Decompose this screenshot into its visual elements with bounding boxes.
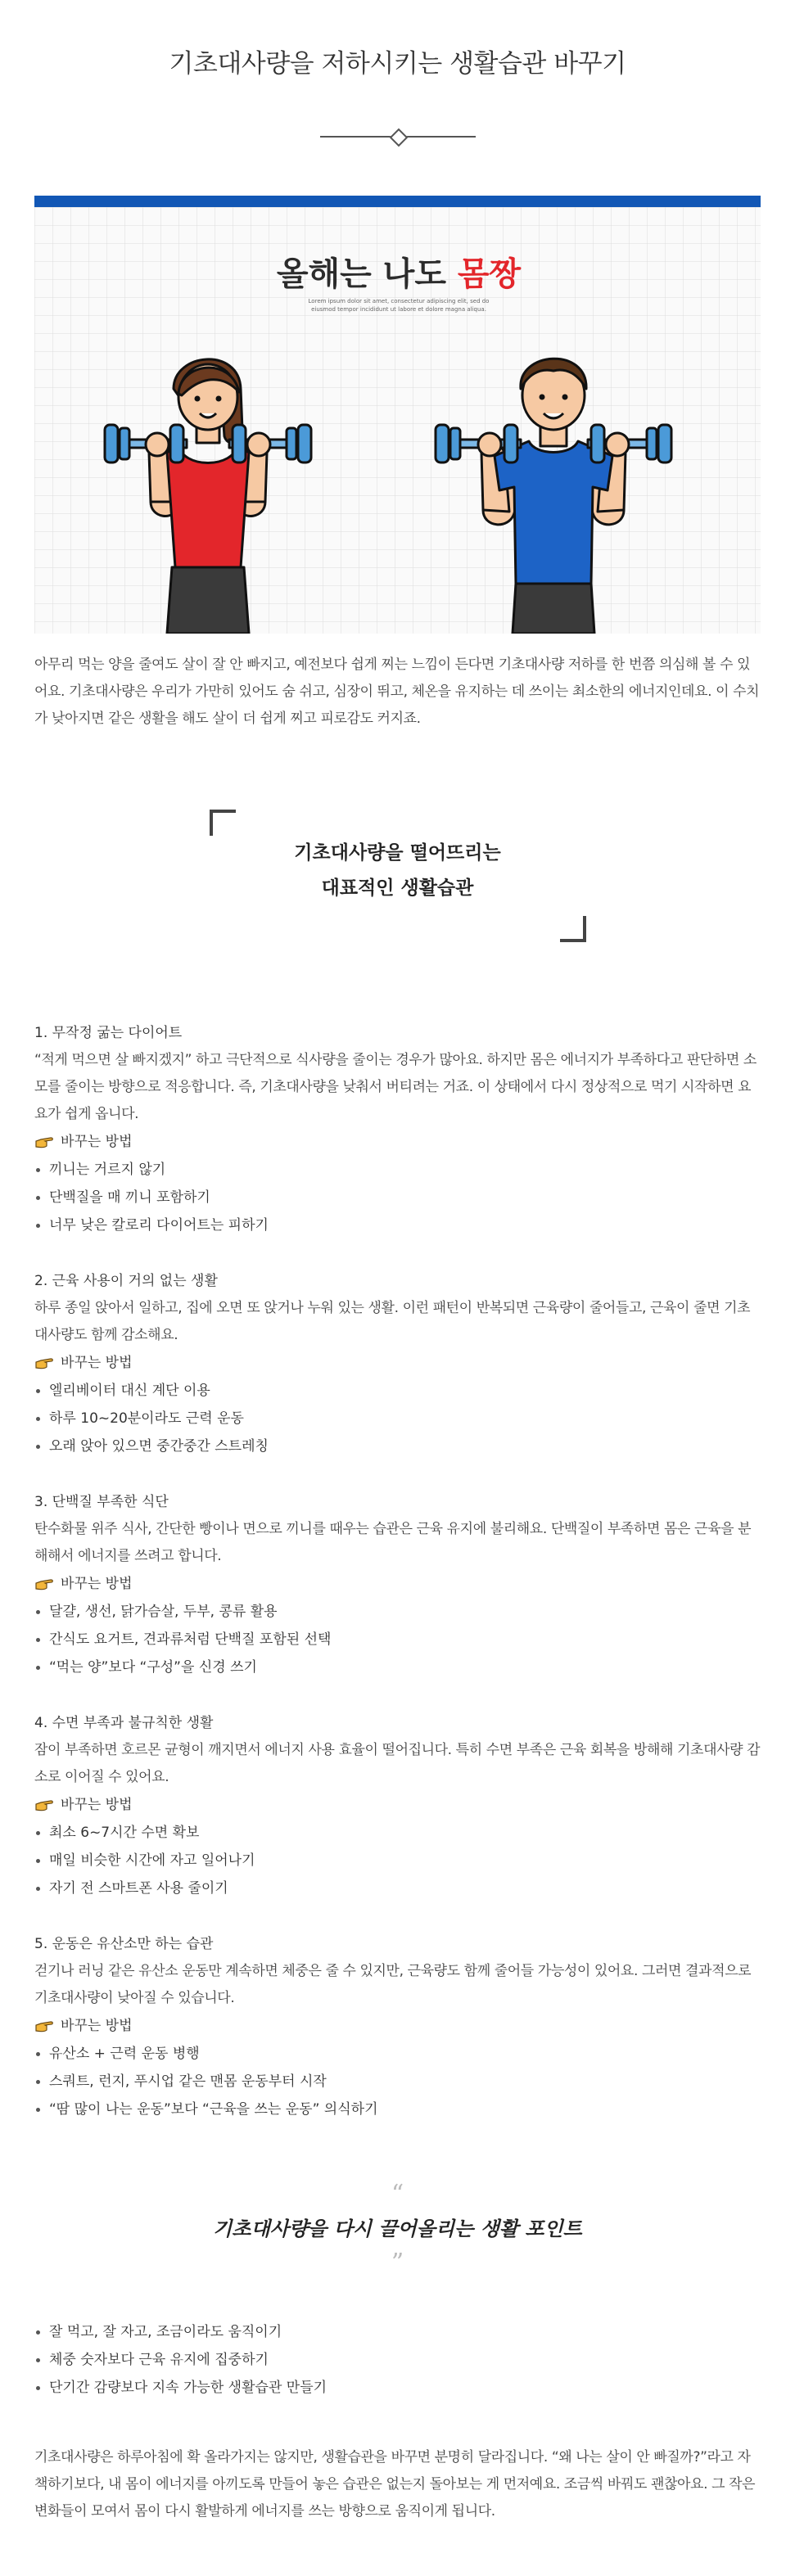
point-title: 기초대사량을 다시 끌어올리는 생활 포인트 [213,2217,582,2240]
tip-list [34,1819,761,1902]
tip-heading [34,1570,761,1598]
list-item: 달걀, 생선, 닭가슴살, 두부, 콩류 활용 [34,1598,761,1626]
bullet-icon [36,2358,40,2362]
list-item: 간식도 요거트, 견과류처럼 단백질 포함된 선택 [34,1626,761,1653]
tip-list [34,2040,761,2123]
bullet-icon [36,1445,40,1449]
tip-list [34,1377,761,1460]
intro-paragraph: 아무리 먹는 양을 줄여도 살이 잘 안 빠지고, 예전보다 쉽게 찌는 느낌이 든다면 기초대사량 저하를 한 번쯤 의심해 볼 수 있어요. 기초대사량은 우리가 가만히 있어도 숨 쉬고, 심장이 뛰고, 체온을 유지하는 데 쓰이는 최소한의 에너지인데요. 이 수치가 낮아지면 같은 생활을 해도 살이 더 쉽게 찌고 피로감도 커지죠. [34,656,760,727]
tip-heading [34,1349,761,1377]
pointing-hand-icon [34,1798,54,1811]
closing-paragraph: 기초대사량은 하루아침에 확 올라가지는 않지만, 생활습관을 바꾸면 분명히 달라집니다. “왜 나는 살이 안 빠질까?”라고 자책하기보다, 내 몸이 에너지를 아끼도록 만들어 놓은 습관은 없는지 돌아보는 게 먼저예요. 조금씩 바꿔도 괜찮아요. 그 작은 변화들이 모여서 몸이 다시 활발하게 에너지를 쓰는 방향으로 움직이게 됩니다. [34,2449,756,2520]
corner-bracket-top-left-icon [210,810,236,836]
list-item: 체중 숫자보다 근육 유지에 집중하기 [34,2346,761,2374]
tip-label: 바꾸는 방법 [61,1797,133,1813]
banner-top-bar [34,196,761,207]
section-title: 5. 운동은 유산소만 하는 습관 [34,1936,214,1952]
open-quote-icon: “ [391,2180,404,2208]
bullet-icon [36,1638,40,1642]
tip-heading [34,2012,761,2040]
tip-label: 바꾸는 방법 [61,2018,133,2034]
heading-line-1: 기초대사량을 떨어뜨리는 [294,842,501,864]
section-body: 탄수화물 위주 식사, 간단한 빵이나 면으로 끼니를 때우는 습관은 근육 유지에 불리해요. 단백질이 부족하면 몸은 근육을 분해해서 에너지를 쓰려고 합니다. [34,1521,752,1564]
habit-sections [34,1019,761,2123]
bullet-icon [36,1168,40,1172]
pointing-hand-icon [34,2019,54,2032]
tip-list [34,1598,761,1681]
bullet-icon [36,1224,40,1228]
list-item: 잘 먹고, 잘 자고, 조금이라도 움직이기 [34,2318,761,2346]
bullet-icon [36,1610,40,1614]
list-item: 엘리베이터 대신 계단 이용 [34,1377,761,1405]
section-body: 걷기나 러닝 같은 유산소 운동만 계속하면 체중은 줄 수 있지만, 근육량도 함께 줄어들 가능성이 있어요. 그러면 결과적으로 기초대사량이 낮아질 수 있습니다. [34,1963,752,2006]
title-divider [320,129,476,145]
tip-label: 바꾸는 방법 [61,1134,133,1150]
pointing-hand-icon [34,1577,54,1590]
section-body: “적게 먹으면 살 빠지겠지” 하고 극단적으로 식사량을 줄이는 경우가 많아요. 하지만 몸은 에너지가 부족하다고 판단하면 소모를 줄이는 방향으로 적응합니다. 즉, 기초대사량을 낮춰서 버티려는 거죠. 이 상태에서 다시 정상적으로 먹기 시작하면 요요가 쉽게 옵니다. [34,1052,757,1122]
habit-section [34,1488,761,1681]
list-item: 단백질을 매 끼니 포함하기 [34,1184,761,1211]
close-quote-icon: ” [391,2249,404,2277]
divider-diamond-icon [389,129,408,147]
bullet-icon [36,1859,40,1863]
heading-line-2: 대표적인 생활습관 [321,877,474,899]
list-item: 유산소 + 근력 운동 병행 [34,2040,761,2068]
tip-label: 바꾸는 방법 [61,1355,133,1371]
bullet-icon [36,2386,40,2390]
point-list [34,2318,761,2402]
list-item: 하루 10~20분이라도 근력 운동 [34,1405,761,1432]
section-title: 1. 무작정 굶는 다이어트 [34,1025,183,1041]
bullet-icon [36,1831,40,1835]
banner-lorem-1: Lorem ipsum dolor sit amet, consectetur adipiscing elit, sed do [308,298,490,305]
tip-heading [34,1791,761,1819]
hero-banner [34,196,761,634]
bullet-icon [36,1389,40,1393]
tip-list [34,1156,761,1239]
pointing-hand-icon [34,1356,54,1369]
bullet-icon [36,1666,40,1670]
tip-label: 바꾸는 방법 [61,1576,133,1592]
section-title: 4. 수면 부족과 불규칙한 생활 [34,1715,214,1731]
corner-bracket-bottom-right-icon [560,916,586,942]
banner-lorem-2: eiusmod tempor incididunt ut labore et dolore magna aliqua. [311,306,486,313]
tip-heading [34,1128,761,1156]
heading-text [210,836,586,906]
habit-section [34,1930,761,2123]
list-item: 너무 낮은 칼로리 다이어트는 피하기 [34,1211,761,1239]
list-item: “먹는 양”보다 “구성”을 신경 쓰기 [34,1653,761,1681]
list-item: 최소 6~7시간 수면 확보 [34,1819,761,1847]
list-item: “땀 많이 나는 운동”보다 “근육을 쓰는 운동” 의식하기 [34,2096,761,2123]
list-item: 끼니는 거르지 않기 [34,1156,761,1184]
point-heading [0,2182,795,2276]
section-title: 3. 단백질 부족한 식단 [34,1494,169,1510]
bullet-icon [36,2080,40,2084]
section-title: 2. 근육 사용이 거의 없는 생활 [34,1273,218,1289]
bullet-icon [36,2052,40,2056]
list-item: 자기 전 스마트폰 사용 줄이기 [34,1874,761,1902]
banner-headline-accent: 몸짱 [457,255,522,293]
section-body: 하루 종일 앉아서 일하고, 집에 오면 또 앉거나 누워 있는 생활. 이런 패턴이 반복되면 근육량이 줄어들고, 근육이 줄면 기초대사량도 함께 감소해요. [34,1300,751,1343]
bullet-icon [36,2108,40,2112]
bullet-icon [36,1196,40,1200]
bullet-icon [36,1887,40,1891]
list-item: 단기간 감량보다 지속 가능한 생활습관 만들기 [34,2374,761,2402]
list-item: 오래 앉아 있으면 중간중간 스트레칭 [34,1432,761,1460]
list-item: 스쿼트, 런지, 푸시업 같은 맨몸 운동부터 시작 [34,2068,761,2096]
banner-headline: 올해는 나도 몸짱 [276,255,522,293]
section-heading-box [210,810,586,942]
list-item: 매일 비슷한 시간에 자고 일어나기 [34,1847,761,1874]
bullet-icon [36,2330,40,2335]
bullet-icon [36,1417,40,1421]
habit-section [34,1709,761,1902]
fitness-illustration [34,207,761,634]
pointing-hand-icon [34,1135,54,1148]
section-body: 잠이 부족하면 호르몬 균형이 깨지면서 에너지 사용 효율이 떨어집니다. 특히 수면 부족은 근육 회복을 방해해 기초대사량 감소로 이어질 수 있어요. [34,1742,761,1785]
habit-section [34,1267,761,1460]
habit-section [34,1019,761,1239]
page-title: 기초대사량을 저하시키는 생활습관 바꾸기 [169,49,626,79]
